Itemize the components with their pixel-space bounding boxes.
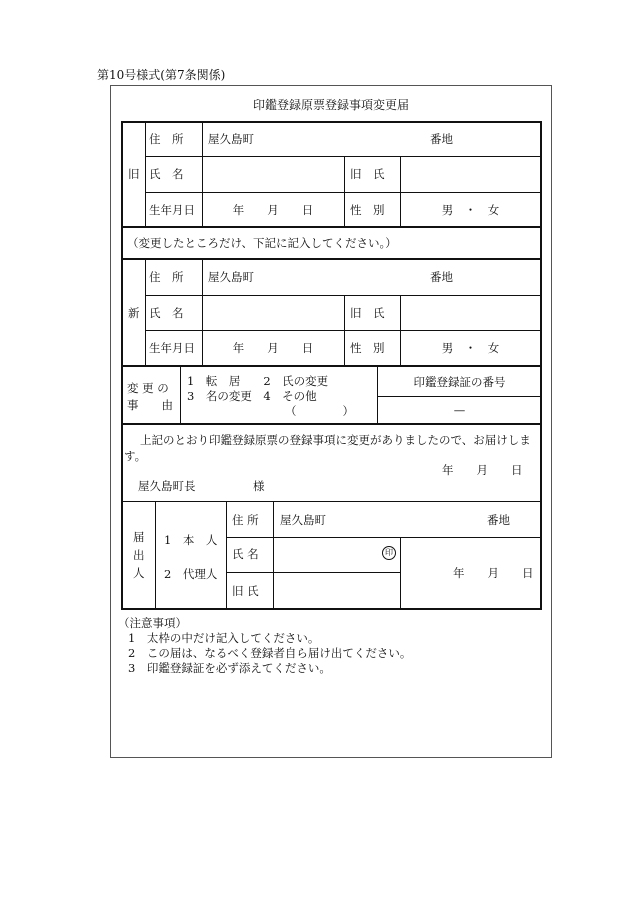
- filer-date[interactable]: 年 月 日: [453, 566, 534, 580]
- filer-label-2: 出: [133, 548, 145, 562]
- form-number: 第10号様式(第7条関係): [97, 68, 226, 82]
- reason-label-line1: 変 更 の: [127, 381, 169, 395]
- new-sex-value[interactable]: 男 ・ 女: [441, 341, 500, 355]
- new-name-label: 氏 名: [149, 306, 184, 320]
- old-dob-value[interactable]: 年 月 日: [232, 203, 314, 217]
- filer-label-3: 人: [133, 566, 145, 580]
- notes-section: [118, 616, 411, 676]
- filer-option-agent[interactable]: 2 代理人: [164, 567, 218, 581]
- filer-maiden-label: 旧 氏: [232, 584, 259, 598]
- reason-label-line2: 事 由: [127, 398, 173, 412]
- old-banchi-label: 番地: [430, 132, 453, 146]
- new-address-value: 屋久島町: [208, 270, 254, 284]
- old-maiden-label: 旧 氏: [350, 167, 385, 181]
- filer-banchi-label: 番地: [487, 513, 510, 527]
- old-sex-value[interactable]: 男 ・ 女: [441, 203, 500, 217]
- statement-line1: 上記のとおり印鑑登録原票の登録事項に変更がありましたので、お届けしま: [140, 433, 531, 447]
- old-address-label: 住 所: [149, 132, 184, 146]
- new-name-field[interactable]: [203, 296, 343, 329]
- statement-line2: す。: [124, 449, 147, 463]
- filer-name-field[interactable]: [274, 538, 378, 571]
- form-title: 印鑑登録原票登録事項変更届: [252, 98, 409, 112]
- seal-mark-icon: 印: [382, 546, 396, 560]
- filer-name-label: 氏 名: [232, 547, 259, 561]
- old-name-label: 氏 名: [149, 167, 184, 181]
- new-sex-label: 性 別: [350, 341, 385, 355]
- filer-maiden-field[interactable]: [274, 573, 399, 608]
- addressee: 屋久島町長 様: [138, 479, 265, 493]
- filer-address-label: 住 所: [232, 513, 259, 527]
- old-group-label: 旧: [128, 167, 140, 181]
- old-maiden-field[interactable]: [401, 157, 540, 191]
- new-maiden-field[interactable]: [401, 296, 540, 329]
- notes-heading: （注意事項）: [118, 616, 187, 630]
- note-item: 2 この届は、なるべく登録者自ら届け出てください。: [128, 646, 412, 660]
- old-address-value: 屋久島町: [208, 132, 254, 146]
- filer-option-self[interactable]: 1 本 人: [164, 533, 218, 547]
- filer-label-1: 届: [133, 530, 145, 544]
- instruction-text: （変更したところだけ、下記に記入してください。）: [127, 236, 397, 250]
- new-address-label: 住 所: [149, 270, 184, 284]
- cert-number-value[interactable]: —: [453, 403, 466, 417]
- reason-options-line1[interactable]: 1 転 居 2 氏の変更: [187, 374, 329, 388]
- filer-address-value: 屋久島町: [280, 513, 326, 527]
- new-dob-label: 生年月日: [149, 341, 195, 355]
- old-sex-label: 性 別: [350, 203, 385, 217]
- old-name-field[interactable]: [203, 157, 343, 191]
- new-maiden-label: 旧 氏: [350, 306, 385, 320]
- new-banchi-label: 番地: [430, 270, 453, 284]
- cert-number-label: 印鑑登録証の番号: [413, 375, 506, 389]
- note-item: 1 太枠の中だけ記入してください。: [128, 631, 320, 645]
- reason-options-line2[interactable]: 3 名の変更 4 その他: [187, 389, 317, 403]
- new-dob-value[interactable]: 年 月 日: [232, 341, 314, 355]
- new-group-label: 新: [128, 306, 140, 320]
- note-item: 3 印鑑登録証を必ず添えてください。: [128, 661, 331, 675]
- reason-other-paren[interactable]: （ ）: [285, 404, 354, 418]
- statement-date[interactable]: 年 月 日: [442, 463, 523, 477]
- old-dob-label: 生年月日: [149, 203, 195, 217]
